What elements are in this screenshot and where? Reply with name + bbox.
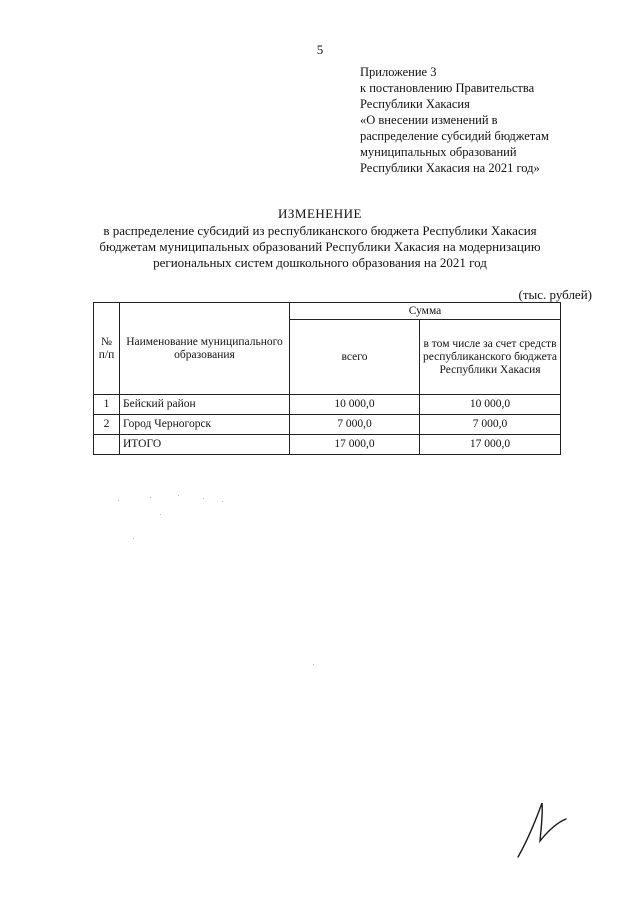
- scan-speck: [222, 501, 223, 502]
- page-number: 5: [316, 42, 324, 57]
- subsidy-table: [93, 302, 561, 455]
- document-subtitle: [0, 223, 640, 271]
- appendix-line: Приложение 3: [360, 65, 437, 79]
- appendix-line: Республики Хакасия на 2021 год»: [360, 161, 540, 175]
- subtitle-line: в распределение субсидий из республиканского бюджета Республики Хакасия: [103, 223, 537, 238]
- subtitle-line: бюджетам муниципальных образований Республики Хакасия на модернизацию: [99, 239, 541, 254]
- scan-speck: [178, 495, 179, 496]
- cell-name: ИТОГО: [120, 435, 290, 455]
- appendix-line: муниципальных образований: [360, 145, 517, 159]
- cell-name: Город Черногорск: [120, 415, 290, 435]
- appendix-line: к постановлению Правительства: [360, 81, 535, 95]
- scan-speck: [203, 498, 204, 499]
- table-total-row: [94, 435, 561, 455]
- header-name: Наименование муниципального образования: [120, 303, 290, 395]
- table-header-row: [94, 303, 561, 320]
- scan-speck: [133, 538, 134, 539]
- cell-name: Бейский район: [120, 395, 290, 415]
- cell-total: 10 000,0: [290, 395, 420, 415]
- units-label: (тыс. рублей): [518, 287, 592, 302]
- header-sum: Сумма: [290, 303, 561, 320]
- appendix-line: распределение субсидий бюджетам: [360, 129, 549, 143]
- cell-total: 17 000,0: [290, 435, 420, 455]
- header-including: в том числе за счет средств республиканского бюджета Республики Хакасия: [420, 320, 561, 395]
- scan-speck: [150, 497, 151, 498]
- cell-including: 17 000,0: [420, 435, 561, 455]
- table-row: [94, 395, 561, 415]
- cell-num: 2: [94, 415, 120, 435]
- appendix-block: [360, 64, 620, 176]
- table-row: [94, 415, 561, 435]
- appendix-line: «О внесении изменений в: [360, 113, 498, 127]
- header-total: всего: [290, 320, 420, 395]
- signature-mark: [510, 795, 580, 865]
- cell-num: 1: [94, 395, 120, 415]
- header-num: № п/п: [94, 303, 120, 395]
- document-title: ИЗМЕНЕНИЕ: [278, 206, 362, 221]
- scan-speck: [118, 500, 119, 501]
- appendix-line: Республики Хакасия: [360, 97, 470, 111]
- scan-speck: [313, 664, 314, 665]
- cell-total: 7 000,0: [290, 415, 420, 435]
- scan-speck: [160, 514, 161, 515]
- cell-num: [94, 435, 120, 455]
- subtitle-line: региональных систем дошкольного образования на 2021 год: [153, 255, 487, 270]
- cell-including: 7 000,0: [420, 415, 561, 435]
- cell-including: 10 000,0: [420, 395, 561, 415]
